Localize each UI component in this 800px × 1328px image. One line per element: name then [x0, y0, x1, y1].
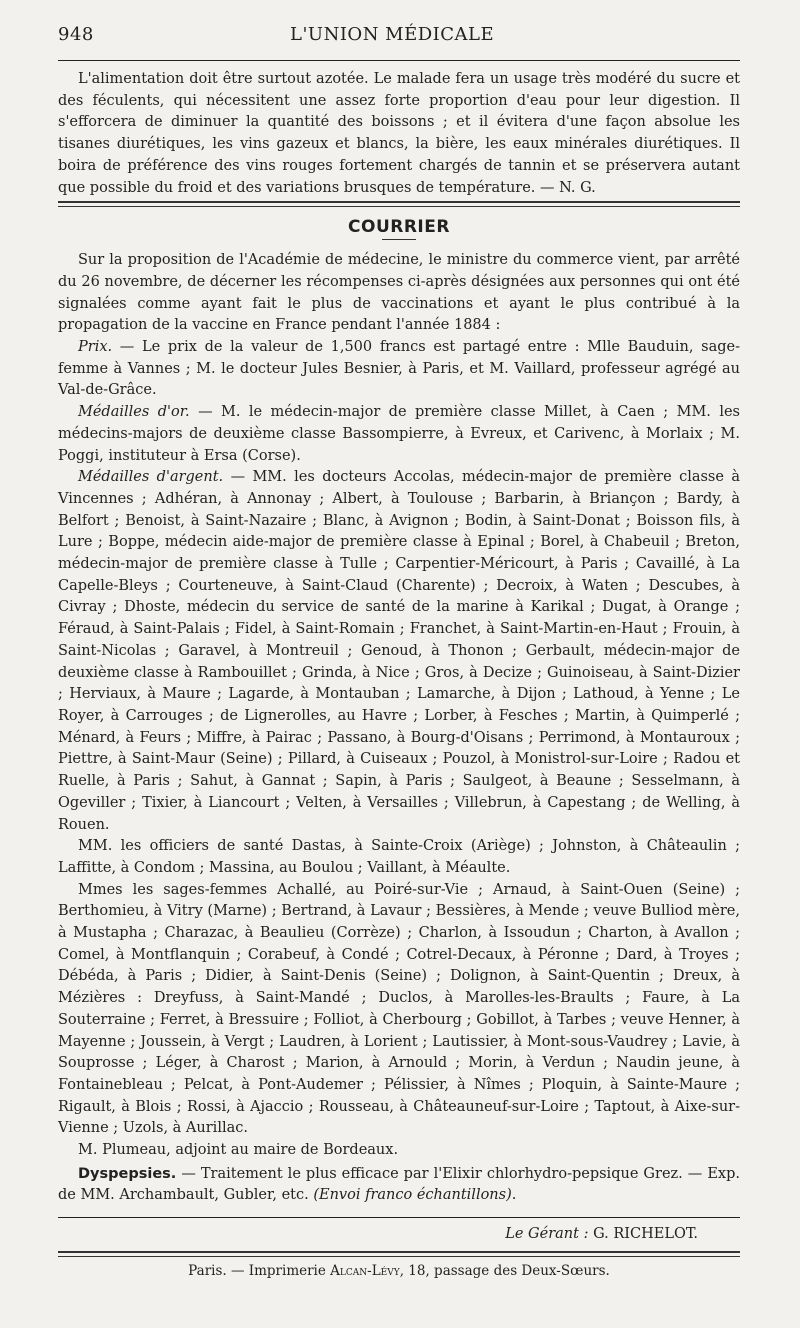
imprint-printer: Alcan-Lévy — [330, 1263, 400, 1280]
paragraph-silver-medals — [58, 467, 740, 836]
advert-text: — Traitement le plus efficace par l'Elixir chlorhydro-pepsique Grez. — Exp. de MM. Archambault, Gubler, etc. — [58, 1165, 740, 1204]
paragraph-text: — M. le médecin-major de première classe Millet, à Caen ; MM. les médecins-majors de deuxième classe Bassompierre, à Evreux, et Carivenc, à Morlaix ; M. Poggi, instituteur à Ersa (Corse). — [58, 404, 740, 464]
paragraph-gold-medals — [58, 402, 740, 467]
page-number: 948 — [58, 24, 94, 45]
paragraph-health-officers — [58, 836, 740, 879]
paragraph-lead: Prix. — [78, 339, 113, 356]
signature-name: G. RICHELOT. — [588, 1226, 698, 1243]
footer-rule — [58, 1217, 740, 1218]
header-rule — [58, 60, 740, 61]
title-underline — [382, 239, 416, 240]
imprint-before: Paris. — Imprimerie — [188, 1263, 331, 1280]
paragraph-lead: Médailles d'or. — [78, 404, 190, 421]
paragraph-text: — Le prix de la valeur de 1,500 francs est partagé entre : Mlle Bauduin, sage-femme à Vannes ; M. le docteur Jules Besnier, à Paris, et M. Vaillard, professeur agrégé au Val-de-Grâce. — [58, 339, 740, 399]
section-divider — [58, 201, 740, 207]
signature — [58, 1224, 740, 1245]
imprint-after: , 18, passage des Deux-Sœurs. — [399, 1263, 610, 1280]
intro-paragraph: L'alimentation doit être surtout azotée. Le malade fera un usage très modéré du sucre et des féculents, qui nécessitent une assez forte proportion d'eau pour leur digestion. Il s'efforcera de diminuer la quantité des boissons ; et il évitera d'une façon absolue les tisanes diurétiques, les vins gazeux et blancs, la bière, les eaux minérales diurétiques. Il boira de préférence des vins rouges fortement chargés de tannin et se préservera autant que possible du froid et des variations brusques de température. — N. G. — [58, 71, 740, 196]
advert-italic: (Envoi franco échantillons) — [313, 1187, 512, 1204]
advert-paragraph — [58, 1164, 740, 1207]
paragraph-text: Sur la proposition de l'Académie de médecine, le ministre du commerce vient, par arrêté du 26 novembre, de décerner les récompenses ci-après désignées aux personnes qui ont été signalées comme ayant fait le plus de vaccinations et ayant le plus contribué à la propagation de la vaccine en France pendant l'année 1884 : — [58, 252, 740, 334]
imprint — [58, 1261, 740, 1281]
advert-lead: Dyspepsies. — [78, 1165, 177, 1182]
paragraph-prize — [58, 337, 740, 402]
paragraph-text: — MM. les docteurs Accolas, médecin-major de première classe à Vincennes ; Adhéran, à Annonay ; Albert, à Toulouse ; Barbarin, à Briançon ; Bardy, à Belfort ; Benoist, à Saint-Nazaire ; Blanc, à Avignon ; Bodin, à Saint-Donat ; Boisson fils, à Lure ; Boppe, médecin aide-major de première classe à Epinal ; Borel, à Chabeuil ; Breton, médecin-major de première classe à Tulle ; Carpentier-Méricourt, à Paris ; Cavaillé, à La Capelle-Bleys ; Courteneuve, à Saint-Claud (Charente) ; Decroix, à Waten ; Descubes, à Civray ; Dhoste, médecin du service de santé de la marine à Karikal ; Dugat, à Orange ; Féraud, à Saint-Palais ; Fidel, à Saint-Romain ; Franchet, à Saint-Martin-en-Haut ; Frouin, à Saint-Nicolas ; Garavel, à Montreuil ; Genoud, à Thonon ; Gerbault, médecin-major de deuxième classe à Rambouillet ; Grinda, à Nice ; Gros, à Decize ; Guinoiseau, à Saint-Dizier ; Herviaux, à Maure ; Lagarde, à Montauban ; Lamarche, à Dijon ; Lathoud, à Yenne ; Le Royer, à Carrouges ; de Lignerolles, au Havre ; Lorber, à Fesches ; Martin, à Quimperlé ; Ménard, à Feurs ; Miffre, à Pairac ; Passano, à Bourg-d'Oisans ; Perrimond, à Montauroux ; Piettre, à Saint-Maur (Seine) ; Pillard, à Cuiseaux ; Pouzol, à Monistrol-sur-Loire ; Radou et Ruelle, à Paris ; Sahut, à Gannat ; Sapin, à Paris ; Saulgeot, à Beaune ; Sesselmann, à Ogeviller ; Tixier, à Liancourt ; Velten, à Versailles ; Villebrun, à Capestang ; de Welling, à Rouen. — [58, 469, 740, 833]
footer-double-rule — [58, 1251, 740, 1257]
paragraph-text: Mmes les sages-femmes Achallé, au Poiré-sur-Vie ; Arnaud, à Saint-Ouen (Seine) ; Berthomieu, à Vitry (Marne) ; Bertrand, à Lavaur ; Bessières, à Mende ; veuve Bulliod mère, à Mustapha ; Charazac, à Beaulieu (Corrèze) ; Charlon, à Issoudun ; Charton, à Avallon ; Comel, à Montflanquin ; Corabeuf, à Condé ; Cotrel-Decaux, à Péronne ; Dard, à Troyes ; Débéda, à Paris ; Didier, à Saint-Denis (Seine) ; Dolignon, à Saint-Quentin ; Dreux, à Mézières : Dreyfuss, à Saint-Mandé ; Duclos, à Marolles-les-Braults ; Faure, à La Souterraine ; Ferret, à Bressuire ; Folliot, à Cherbourg ; Gobillot, à Tarbes ; veuve Henner, à Mayenne ; Joussein, à Vergt ; Laudren, à Lorient ; Lautissier, à Mont-sous-Vaudrey ; Lavie, à Souprosse ; Léger, à Charost ; Marion, à Arnould ; Morin, à Verdun ; Naudin jeune, à Fontainebleau ; Pelcat, à Pont-Audemer ; Pélissier, à Nîmes ; Ploquin, à Sainte-Maure ; Rigault, à Blois ; Rossi, à Ajaccio ; Rousseau, à Châteauneuf-sur-Loire ; Taptout, à Aixe-sur-Vienne ; Uzols, à Aurillac. — [58, 881, 740, 1137]
page-header — [58, 24, 740, 54]
paragraph-plumeau — [58, 1140, 740, 1162]
advert-end: . — [511, 1187, 517, 1204]
section-title: COURRIER — [348, 217, 450, 238]
paragraph-text: MM. les officiers de santé Dastas, à Sainte-Croix (Ariège) ; Johnston, à Châteaulin ; Laffitte, à Condom ; Massina, au Boulou ; Vaillant, à Méaulte. — [58, 838, 740, 876]
signature-label: Le Gérant : — [505, 1226, 589, 1243]
journal-title: L'UNION MÉDICALE — [290, 24, 495, 45]
paragraph-text: M. Plumeau, adjoint au maire de Bordeaux. — [78, 1142, 399, 1159]
paragraph-midwives — [58, 880, 740, 1140]
section-heading — [58, 217, 740, 237]
paragraph-lead: Médailles d'argent. — [78, 469, 224, 486]
paragraph-0 — [58, 250, 740, 337]
